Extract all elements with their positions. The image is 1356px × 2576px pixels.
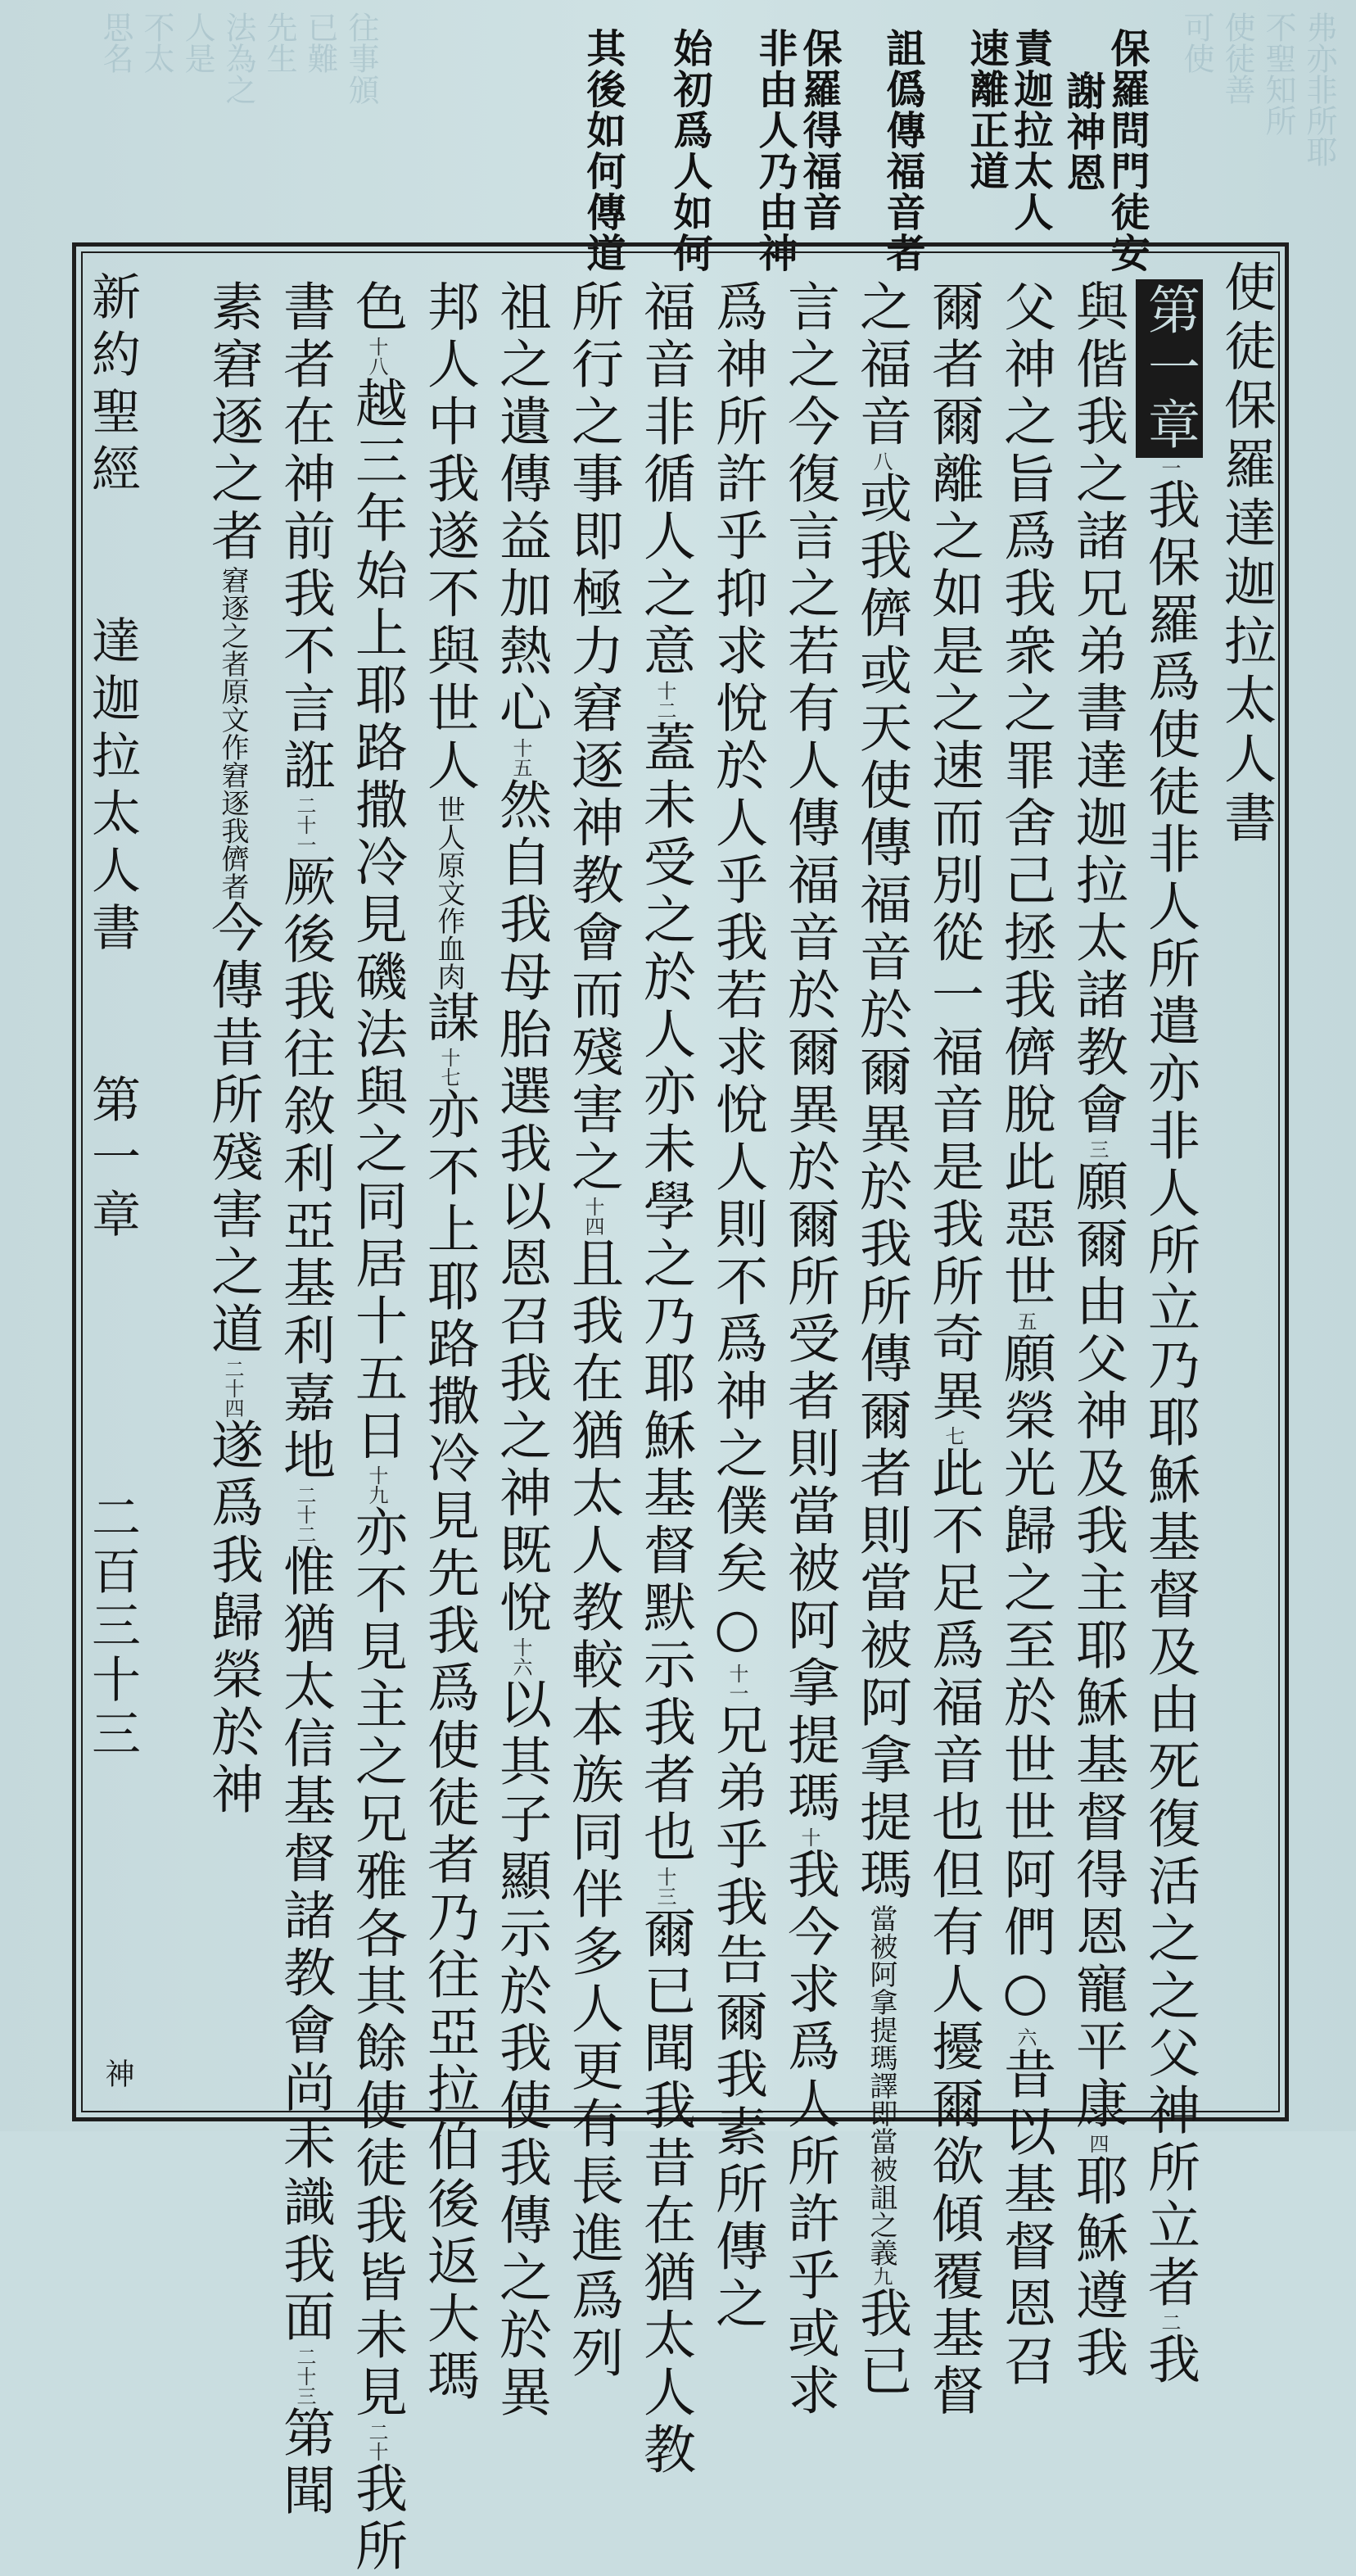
verse-number: 十三 — [653, 1867, 676, 1906]
verse-number: 二十三 — [293, 2347, 316, 2406]
verse-text: 祖之遺傳益加熱心 — [490, 279, 551, 738]
verse-number: 二十二 — [293, 1485, 316, 1544]
verse-text: 書者在神前我不言誑 — [274, 279, 335, 795]
headnote: 速離正道 — [963, 28, 1009, 192]
verse-text: 我已 — [851, 2286, 911, 2401]
text-column — [271, 279, 338, 2520]
gloss-note: 世人原文作血肉 — [432, 795, 465, 990]
signature-mark: 神 — [101, 2058, 134, 2088]
verse-text: 素窘逐之者 — [202, 279, 263, 566]
headnotes — [426, 28, 1155, 274]
verse-text: 之福音 — [851, 279, 911, 451]
text-column — [199, 279, 266, 1819]
verse-text: 然自我母胎選我以恩召我之神既悅 — [490, 777, 551, 1637]
headnote: 責迦拉太人 — [1007, 28, 1053, 233]
verse-text: 願爾由父神及我主耶穌基督得恩寵平康 — [1067, 1159, 1128, 2134]
verse-text: 且我在猶太人教較本族同伴多人更有長進爲列 — [563, 1236, 623, 2383]
running-head — [76, 247, 148, 2117]
verse-text: 我保羅爲使徒非人所遣亦非人所立乃耶穌基督及由死復活之之父神所立者 — [1139, 478, 1200, 2312]
headnote: 保羅問門徒安 — [1104, 28, 1150, 274]
verse-number: 八 — [870, 451, 893, 471]
verse-number: 三 — [1086, 1139, 1109, 1159]
verse-number: 十 — [798, 1827, 820, 1847]
verse-number: 二十一 — [293, 795, 316, 854]
verse-text: 所行之事即極力窘逐神教會而殘害之 — [563, 279, 623, 1197]
verse-number: 四 — [1086, 2134, 1109, 2153]
verse-text: 越三年始上耶路撒冷見磯法與之同居十五日 — [346, 376, 407, 1465]
text-column — [343, 279, 410, 2576]
verse-text: 今傳昔所殘害之道 — [202, 900, 263, 1359]
chapter-marker: 第一章 — [1136, 279, 1203, 458]
verse-text: 此不足爲福音也但有人擾爾欲傾覆基督 — [923, 1446, 983, 2420]
headnote: 保羅得福音 — [796, 28, 842, 233]
text-column — [992, 279, 1059, 2391]
verse-text: 或我儕或天使傳福音於爾異於我所傳爾者則當被阿拿提瑪 — [851, 471, 911, 1904]
text-column — [559, 279, 626, 2383]
verse-text: 願榮光歸之至於世世阿們○ — [995, 1331, 1055, 2027]
verse-text: 厥後我往敘利亞基利嘉地 — [274, 854, 335, 1485]
verse-text: 言之今復言之若有人傳福音於爾異於爾所受者則當被阿拿提瑪 — [779, 279, 839, 1827]
verse-number: 一 — [1158, 458, 1181, 478]
gloss-note: 窘逐之者原文作窘逐我儕者 — [216, 566, 249, 900]
verse-number: 十九 — [365, 1465, 388, 1505]
verse-number: 十六 — [509, 1637, 532, 1677]
verse-number: 二 — [1158, 2312, 1181, 2332]
verse-number: 二十 — [365, 2422, 388, 2461]
verse-text: 兄弟乎我告爾我素所傳之 — [707, 1703, 767, 2334]
scripture-page: 弗亦非所耶 不聖知所 使徒善 可使 往事頒 已難 先生 法為之 人是 不太 思名 保羅問門徒安 謝神恩 責迦拉太人 速離正道 詛僞傳福音者 保羅得福音 非由人乃由神 始初爲人如何 其後如何傳道 使徒保羅達迦拉太人書 第一章一我保羅爲使徒非人所遣亦非人所立乃耶穌基督及由死復活之之父神所立者二我 與偕我之諸兄弟書達迦拉太諸教會三願爾由父神及我主耶穌基督得恩寵平康四耶穌遵我 父神之旨爲我衆之罪舍己拯我儕脫此惡世五願榮光歸之至於世世阿們○六昔以基督恩召 爾者爾離之如是之速而別從一福音是我所奇異七此不足爲福音也但有人擾爾欲傾覆基督 之福音八或我儕或天使傳福音於爾異於我所傳爾者則當被阿拿提瑪當被阿拿提瑪譯即當被詛之義九我已 言之今復言之若有人傳福音於爾異於爾所受者則當被阿拿提瑪十我今求爲人所許乎或求 爲神所許乎抑求悅於人乎我若求悅人則不爲神之僕矣○十一兄弟乎我告爾我素所傳之 福音非循人之意十二蓋未受之於人亦未學之乃耶穌基督默示我者也十三爾已聞我昔在猶太人教 所行之事即極力窘逐神教會而殘害之十四且我在猶太人教較本族同伴多人更有長進爲列 祖之遺傳益加熱心十五然自我母胎選我以恩召我之神既悅十六以其子顯示於我使我傳之於異 邦人中我遂不與世人世人原文作血肉謀十七亦不上耶路撒冷見先我爲使徒者乃往亞拉伯後返大瑪 色十八越三年始上耶路撒冷見磯法與之同居十五日十九亦不見主之兄雅各其餘使徒我皆未見二十我所 書者在神前我不言誑二十一厥後我往敘利亞基利嘉地二十二惟猶太信基督諸教會尚未識我面二十三第聞 素窘逐之者窘逐之者原文作窘逐我儕者今傳昔所殘害之道二十四遂爲我歸榮於神 新約聖經 達迦拉太人書 第一章 二百三十三 神 — [0, 0, 1356, 2131]
scripture-body — [96, 279, 1209, 2576]
text-column — [920, 279, 987, 2420]
verse-text: 遂爲我歸榮於神 — [202, 1418, 263, 1819]
running-head-book: 新約聖經 — [84, 271, 141, 500]
text-frame — [72, 242, 1289, 2576]
verse-number: 十一 — [725, 1664, 748, 1703]
verse-text: 以其子顯示於我使我傳之於異 — [490, 1677, 551, 2422]
book-title: 使徒保羅達迦拉太人書 — [1215, 260, 1276, 849]
text-column — [1064, 279, 1131, 2383]
headnote: 謝神恩 — [1060, 70, 1105, 193]
verse-text: 惟猶太信基督諸教會尚未識我面 — [274, 1544, 335, 2347]
text-column — [415, 279, 482, 2406]
verse-text: 爾者爾離之如是之速而別從一福音是我所奇異 — [923, 279, 983, 1426]
verse-text: 色 — [346, 279, 407, 337]
text-column — [703, 279, 771, 2334]
headnote: 非由人乃由神 — [752, 28, 798, 274]
verse-number: 十二 — [653, 681, 676, 720]
text-column — [1136, 279, 1203, 2389]
verse-text: 福音非循人之意 — [635, 279, 695, 681]
verse-text: 我今求爲人所許乎或求 — [779, 1847, 839, 2420]
verse-text: 蓋未受之於人亦未學之乃耶穌基督默示我者也 — [635, 720, 695, 1867]
verse-number: 十八 — [365, 337, 388, 376]
headnote: 詛僞傳福音者 — [879, 28, 925, 274]
verse-text: 亦不見主之兄雅各其餘使徒我皆未見 — [346, 1505, 407, 2422]
verse-number: 十五 — [509, 738, 532, 777]
verse-text: 與偕我之諸兄弟書達迦拉太諸教會 — [1067, 279, 1128, 1139]
text-column — [848, 279, 915, 2401]
verse-text: 亦不上耶路撒冷見先我爲使徒者乃往亞拉伯後返大瑪 — [418, 1087, 479, 2406]
verse-text: 我所 — [346, 2461, 407, 2576]
verse-text: 爲神所許乎抑求悅於人乎我若求悅人則不爲神之僕矣○ — [707, 279, 767, 1664]
verse-number: 十四 — [581, 1197, 604, 1236]
verse-number: 五 — [1014, 1311, 1037, 1331]
verse-text: 我 — [1139, 2332, 1200, 2389]
text-column — [487, 279, 554, 2422]
text-column — [631, 279, 698, 2479]
verse-text: 邦人中我遂不與世人 — [418, 279, 479, 795]
verse-number: 二十四 — [221, 1359, 244, 1418]
verse-number: 九 — [870, 2266, 893, 2286]
verse-number: 六 — [1014, 2027, 1037, 2047]
verse-text: 父神之旨爲我衆之罪舍己拯我儕脫此惡世 — [995, 279, 1055, 1311]
verse-text: 昔以基督恩召 — [995, 2047, 1055, 2391]
gloss-note: 當被阿拿提瑪譯即當被詛之義 — [865, 1904, 897, 2266]
verse-text: 謀 — [418, 990, 479, 1048]
headnote: 始初爲人如何 — [667, 28, 712, 274]
running-head-text — [83, 271, 142, 1246]
headnote: 其後如何傳道 — [580, 28, 626, 274]
running-head-chapter: 第一章 — [84, 1074, 141, 1246]
verse-number: 十七 — [437, 1048, 460, 1087]
page-number: 二百三十三 — [84, 1492, 141, 1762]
verse-text: 耶穌遵我 — [1067, 2153, 1128, 2383]
verse-text: 第聞 — [274, 2406, 335, 2520]
verse-number: 七 — [942, 1426, 965, 1446]
verse-text: 爾已聞我昔在猶太人教 — [635, 1906, 695, 2479]
text-column — [775, 279, 843, 2420]
running-head-title: 達迦拉太人書 — [84, 615, 141, 959]
